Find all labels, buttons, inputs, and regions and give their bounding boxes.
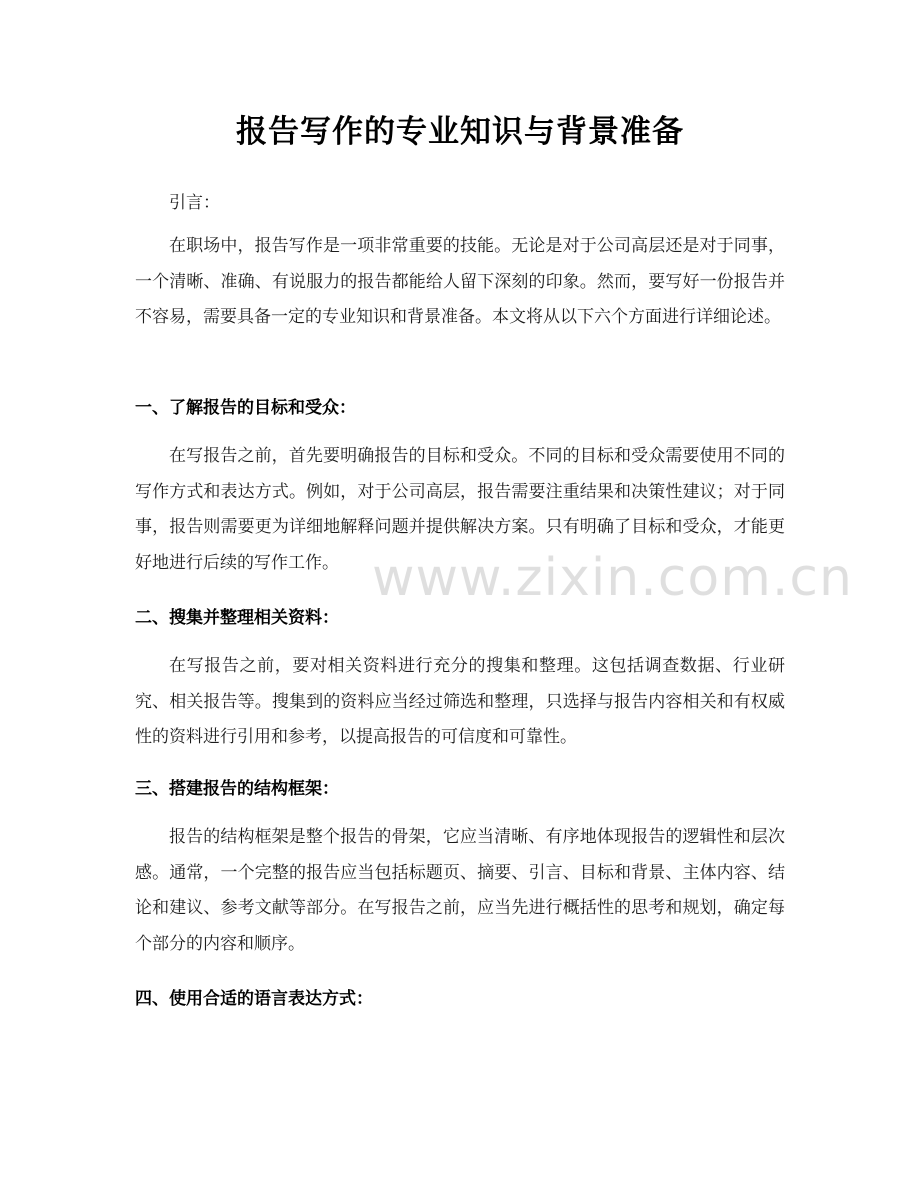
watermark-text: www.zixin.com.cn [372, 548, 853, 608]
section-heading-4: 四、使用合适的语言表达方式： [135, 989, 373, 1009]
section-heading-1: 一、了解报告的目标和受众： [135, 398, 356, 418]
section-body-3: 报告的结构框架是整个报告的骨架，它应当清晰、有序地体现报告的逻辑性和层次感。通常，一个完整的报告应当包括标题页、摘要、引言、目标和背景、主体内容、结论和建议、参考文献等部分。在写报告之前，应当先进行概括性的思考和规划，确定每个部分的内容和顺序。 [135, 827, 785, 954]
section-body-2: 在写报告之前，要对相关资料进行充分的搜集和整理。这包括调查数据、行业研究、相关报告等。搜集到的资料应当经过筛选和整理，只选择与报告内容相关和有权威性的资料进行引用和参考，以提高报告的可信度和可靠性。 [135, 656, 785, 747]
section-body-1: 在写报告之前，首先要明确报告的目标和受众。不同的目标和受众需要使用不同的写作方式和表达方式。例如，对于公司高层，报告需要注重结果和决策性建议；对于同事，报告则需要更为详细地解释问题并提供解决方案。只有明确了目标和受众，才能更好地进行后续的写作工作。 [135, 446, 785, 573]
intro-paragraph: 在职场中，报告写作是一项非常重要的技能。无论是对于公司高层还是对于同事，一个清晰、准确、有说服力的报告都能给人留下深刻的印象。然而，要写好一份报告并不容易，需要具备一定的专业知识和背景准备。本文将从以下六个方面进行详细论述。 [135, 236, 785, 327]
document-title: 报告写作的专业知识与背景准备 [236, 114, 684, 150]
section-heading-3: 三、搭建报告的结构框架： [135, 779, 339, 799]
intro-label: 引言： [169, 193, 220, 213]
section-heading-2: 二、搜集并整理相关资料： [135, 608, 339, 628]
